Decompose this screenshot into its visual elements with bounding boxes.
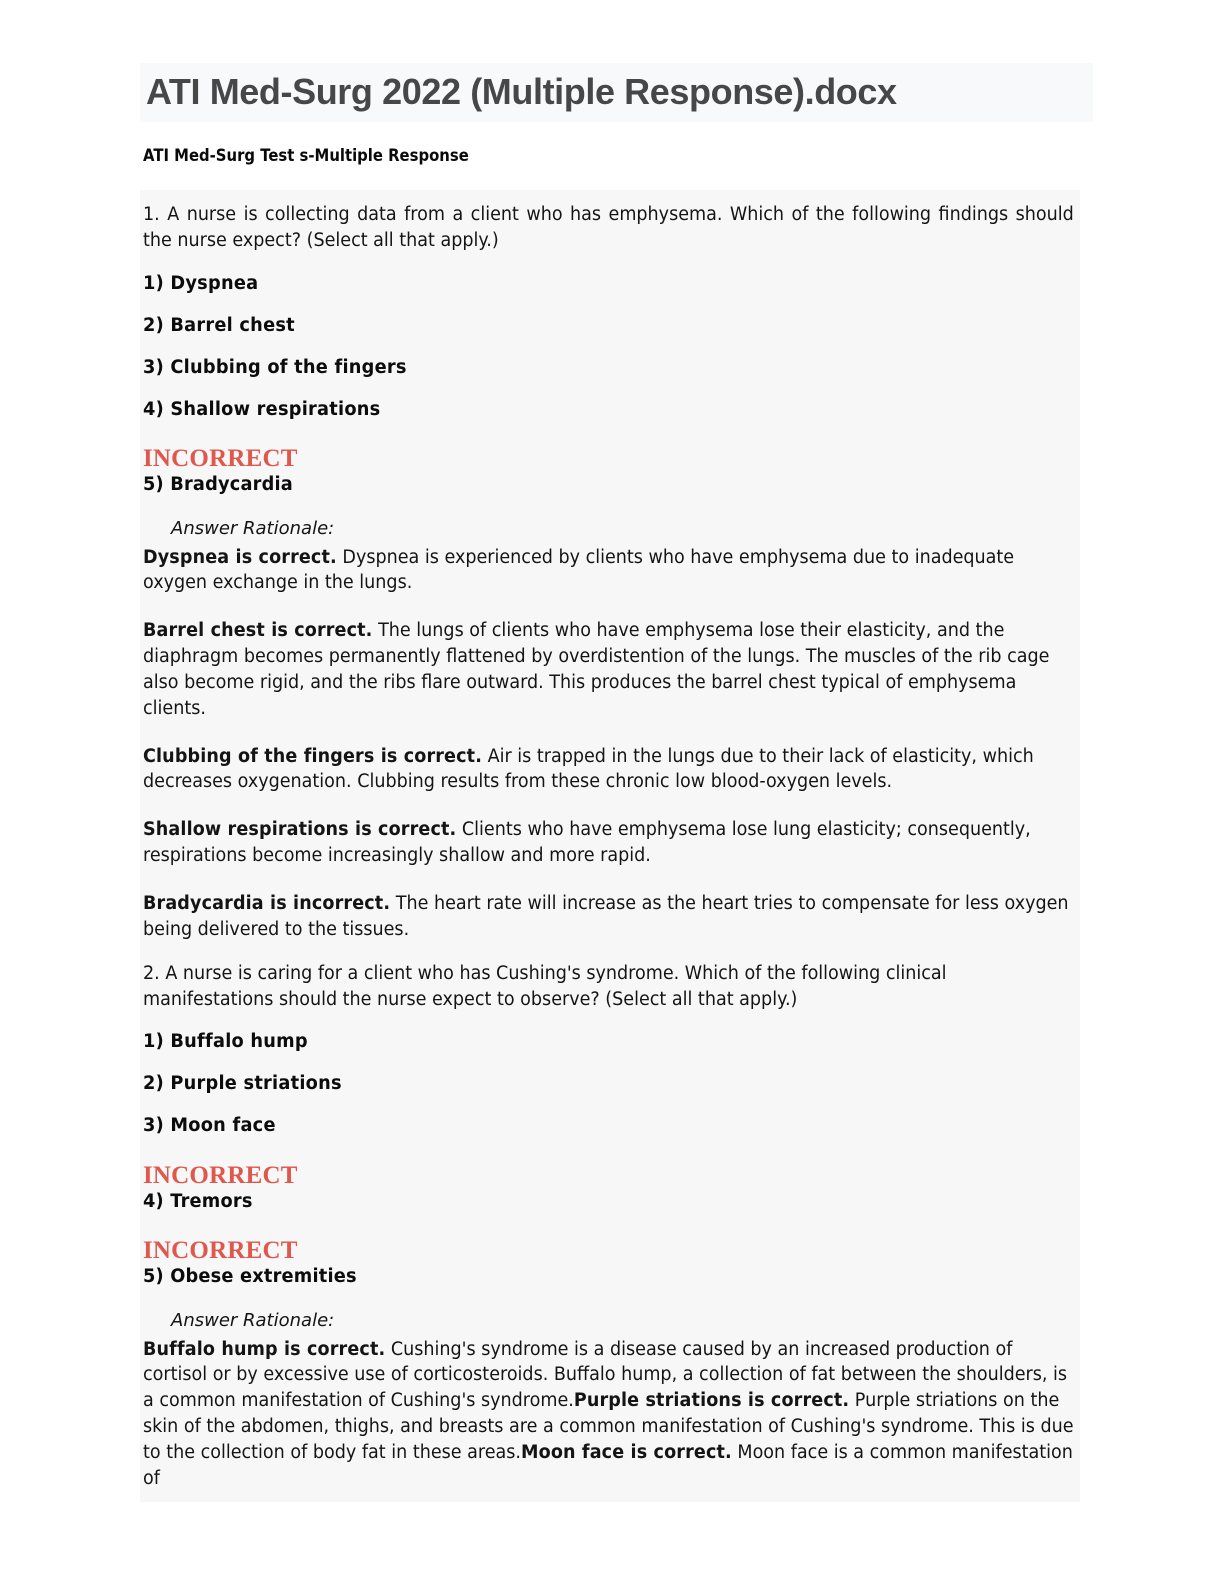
rationale-body: Cushing's syndrome is a disease caused by an increased production of cortisol or by excessive use of corticosteroids. Buffalo hump, a collection of fat between the shoulders, is a common manifestation of Cushing's syndrome. xyxy=(143,1338,1068,1412)
rationale-2-1 xyxy=(143,1337,1074,1492)
option-1-5[interactable]: 5) Bradycardia xyxy=(143,474,293,496)
option-2-4[interactable]: 4) Tremors xyxy=(143,1190,253,1212)
document-subtitle: ATI Med-Surg Test s-Multiple Response xyxy=(143,146,469,165)
rationale-lead: Bradycardia is incorrect. xyxy=(143,893,391,914)
option-1-2[interactable]: 2) Barrel chest xyxy=(143,314,295,336)
rationale-body: The heart rate will increase as the heart tries to compensate for less oxygen being delivered to the tissues. xyxy=(143,893,1069,940)
rationale-body: Clients who have emphysema lose lung elasticity; consequently, respirations become increasingly shallow and more rapid. xyxy=(143,819,1031,867)
rationale-body-2: Purple striations on the skin of the abdomen, thighs, and breasts are a common manifestation of Cushing's syndrome. This is due to the collection of body fat in these areas. xyxy=(143,1390,1074,1463)
rationale-1-5 xyxy=(143,891,1074,943)
incorrect-flag-2-5: INCORRECT xyxy=(143,1236,298,1264)
rationale-label-2: Answer Rationale: xyxy=(171,1310,335,1332)
incorrect-flag-2-4: INCORRECT xyxy=(143,1161,298,1189)
document-body xyxy=(140,190,1080,1502)
option-1-4[interactable]: 4) Shallow respirations xyxy=(143,398,381,420)
option-2-3[interactable]: 3) Moon face xyxy=(143,1115,276,1137)
option-2-2[interactable]: 2) Purple striations xyxy=(143,1073,342,1095)
rationale-1-4 xyxy=(143,817,1074,869)
page-title: ATI Med-Surg 2022 (Multiple Response).docx xyxy=(146,71,897,112)
rationale-lead-3: Moon face is correct. xyxy=(521,1441,732,1463)
rationale-lead-2: Purple striations is correct. xyxy=(573,1390,850,1412)
rationale-1-3 xyxy=(143,744,1074,796)
rationale-lead: Buffalo hump is correct. xyxy=(143,1338,386,1360)
rationale-lead: Clubbing of the fingers is correct. xyxy=(143,745,483,767)
rationale-body: The lungs of clients who have emphysema lose their elasticity, and the diaphragm becomes permanently flattened by overdistention of the lungs. The muscles of the rib cage also become rigid, and the ribs flare outward. This produces the barrel chest typical of emphysema clients. xyxy=(143,620,1050,719)
option-1-1[interactable]: 1) Dyspnea xyxy=(143,272,259,294)
rationale-body: Dyspnea is experienced by clients who have emphysema due to inadequate oxygen exchange in the lungs. xyxy=(143,546,1015,594)
question-stem-1: 1. A nurse is collecting data from a client who has emphysema. Which of the following findings should the nurse expect? (Select all that apply.) xyxy=(143,204,1074,251)
incorrect-flag-1-5: INCORRECT xyxy=(143,444,298,472)
rationale-lead: Shallow respirations is correct. xyxy=(143,819,457,841)
question-stem-2: 2. A nurse is caring for a client who has Cushing's syndrome. Which of the following clinical manifestations should the nurse expect to observe? (Select all that apply.) xyxy=(143,962,947,1010)
document-title-banner xyxy=(140,63,1093,122)
rationale-body-3: Moon face is a common manifestation of xyxy=(143,1441,1073,1489)
option-1-3[interactable]: 3) Clubbing of the fingers xyxy=(143,356,407,378)
option-2-1[interactable]: 1) Buffalo hump xyxy=(143,1031,308,1053)
rationale-label-1: Answer Rationale: xyxy=(171,518,335,540)
rationale-lead: Barrel chest is correct. xyxy=(143,620,373,642)
rationale-body: Air is trapped in the lungs due to their lack of elasticity, which decreases oxygenation. Clubbing results from these chronic low blood-oxygen levels. xyxy=(143,745,1034,793)
rationale-lead: Dyspnea is correct. xyxy=(143,546,337,568)
rationale-1-2 xyxy=(143,618,1074,721)
option-2-5[interactable]: 5) Obese extremities xyxy=(143,1266,357,1288)
rationale-1-1 xyxy=(143,545,1074,597)
